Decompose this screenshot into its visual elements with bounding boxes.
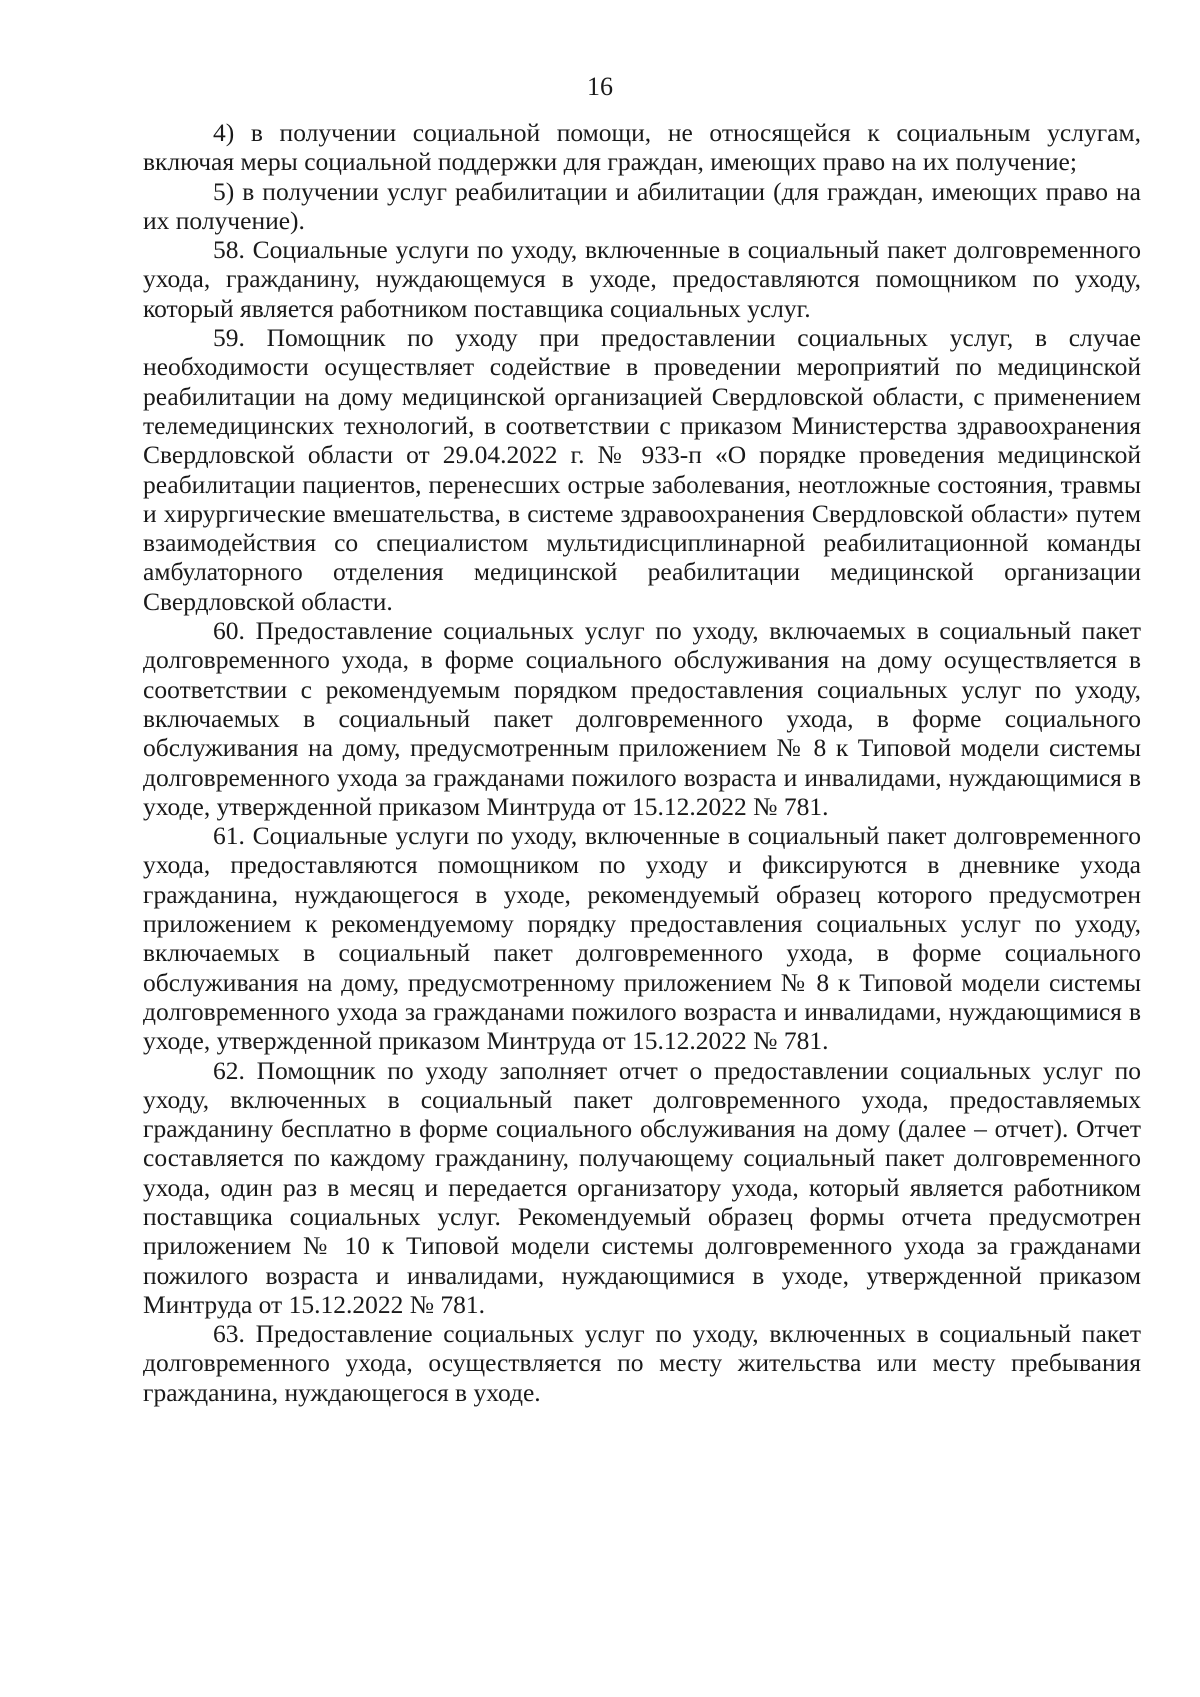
paragraph-62: 62. Помощник по уходу заполняет отчет о предоставлении социальных услуг по уходу, включенных в социальный пакет долговременного ухода, предоставляемых гражданину бесплатно в форме социального обслуживания на дому (далее – отчет). Отчет составляется по каждому гражданину, получающему социальный пакет долговременного ухода, один раз в месяц и передается организатору ухода, который является работником поставщика социальных услуг. Рекомендуемый образец формы отчета предусмотрен приложением № 10 к Типовой модели системы долговременного ухода за гражданами пожилого возраста и инвалидами, нуждающимися в уходе, утвержденной приказом Минтруда от 15.12.2022 № 781. [143, 1055, 1141, 1319]
page-number: 16 [587, 72, 613, 101]
paragraph-item-4: 4) в получении социальной помощи, не относящейся к социальным услугам, включая меры социальной поддержки для граждан, имеющих право на их получение; [143, 118, 1141, 177]
paragraph-61: 61. Социальные услуги по уходу, включенные в социальный пакет долговременного ухода, предоставляются помощником по уходу и фиксируются в дневнике ухода гражданина, нуждающегося в уходе, рекомендуемый образец которого предусмотрен приложением к рекомендуемому порядку предоставления социальных услуг по уходу, включаемых в социальный пакет долговременного ухода, в форме социального обслуживания на дому, предусмотренному приложением № 8 к Типовой модели системы долговременного ухода за гражданами пожилого возраста и инвалидами, нуждающимися в уходе, утвержденной приказом Минтруда от 15.12.2022 № 781. [143, 821, 1141, 1056]
paragraph-59: 59. Помощник по уходу при предоставлении социальных услуг, в случае необходимости осуществляет содействие в проведении мероприятий по медицинской реабилитации на дому медицинской организацией Свердловской области, с применением телемедицинских технологий, в соответствии с приказом Министерства здравоохранения Свердловской области от 29.04.2022 г. № 933-п «О порядке проведения медицинской реабилитации пациентов, перенесших острые заболевания, неотложные состояния, травмы и хирургические вмешательства, в системе здравоохранения Свердловской области» путем взаимодействия со специалистом мультидисциплинарной реабилитационной команды амбулаторного отделения медицинской реабилитации медицинской организации Свердловской области. [143, 323, 1141, 616]
paragraph-63: 63. Предоставление социальных услуг по уходу, включенных в социальный пакет долговременного ухода, осуществляется по месту жительства или месту пребывания гражданина, нуждающегося в уходе. [143, 1319, 1141, 1407]
paragraph-58: 58. Социальные услуги по уходу, включенные в социальный пакет долговременного ухода, гражданину, нуждающемуся в уходе, предоставляются помощником по уходу, который является работником поставщика социальных услуг. [143, 235, 1141, 323]
paragraph-60: 60. Предоставление социальных услуг по уходу, включаемых в социальный пакет долговременного ухода, в форме социального обслуживания на дому осуществляется в соответствии с рекомендуемым порядком предоставления социальных услуг по уходу, включаемых в социальный пакет долговременного ухода, в форме социального обслуживания на дому, предусмотренным приложением № 8 к Типовой модели системы долговременного ухода за гражданами пожилого возраста и инвалидами, нуждающимися в уходе, утвержденной приказом Минтруда от 15.12.2022 № 781. [143, 616, 1141, 821]
document-body [143, 118, 1141, 1407]
paragraph-item-5: 5) в получении услуг реабилитации и абилитации (для граждан, имеющих право на их получение). [143, 176, 1141, 235]
